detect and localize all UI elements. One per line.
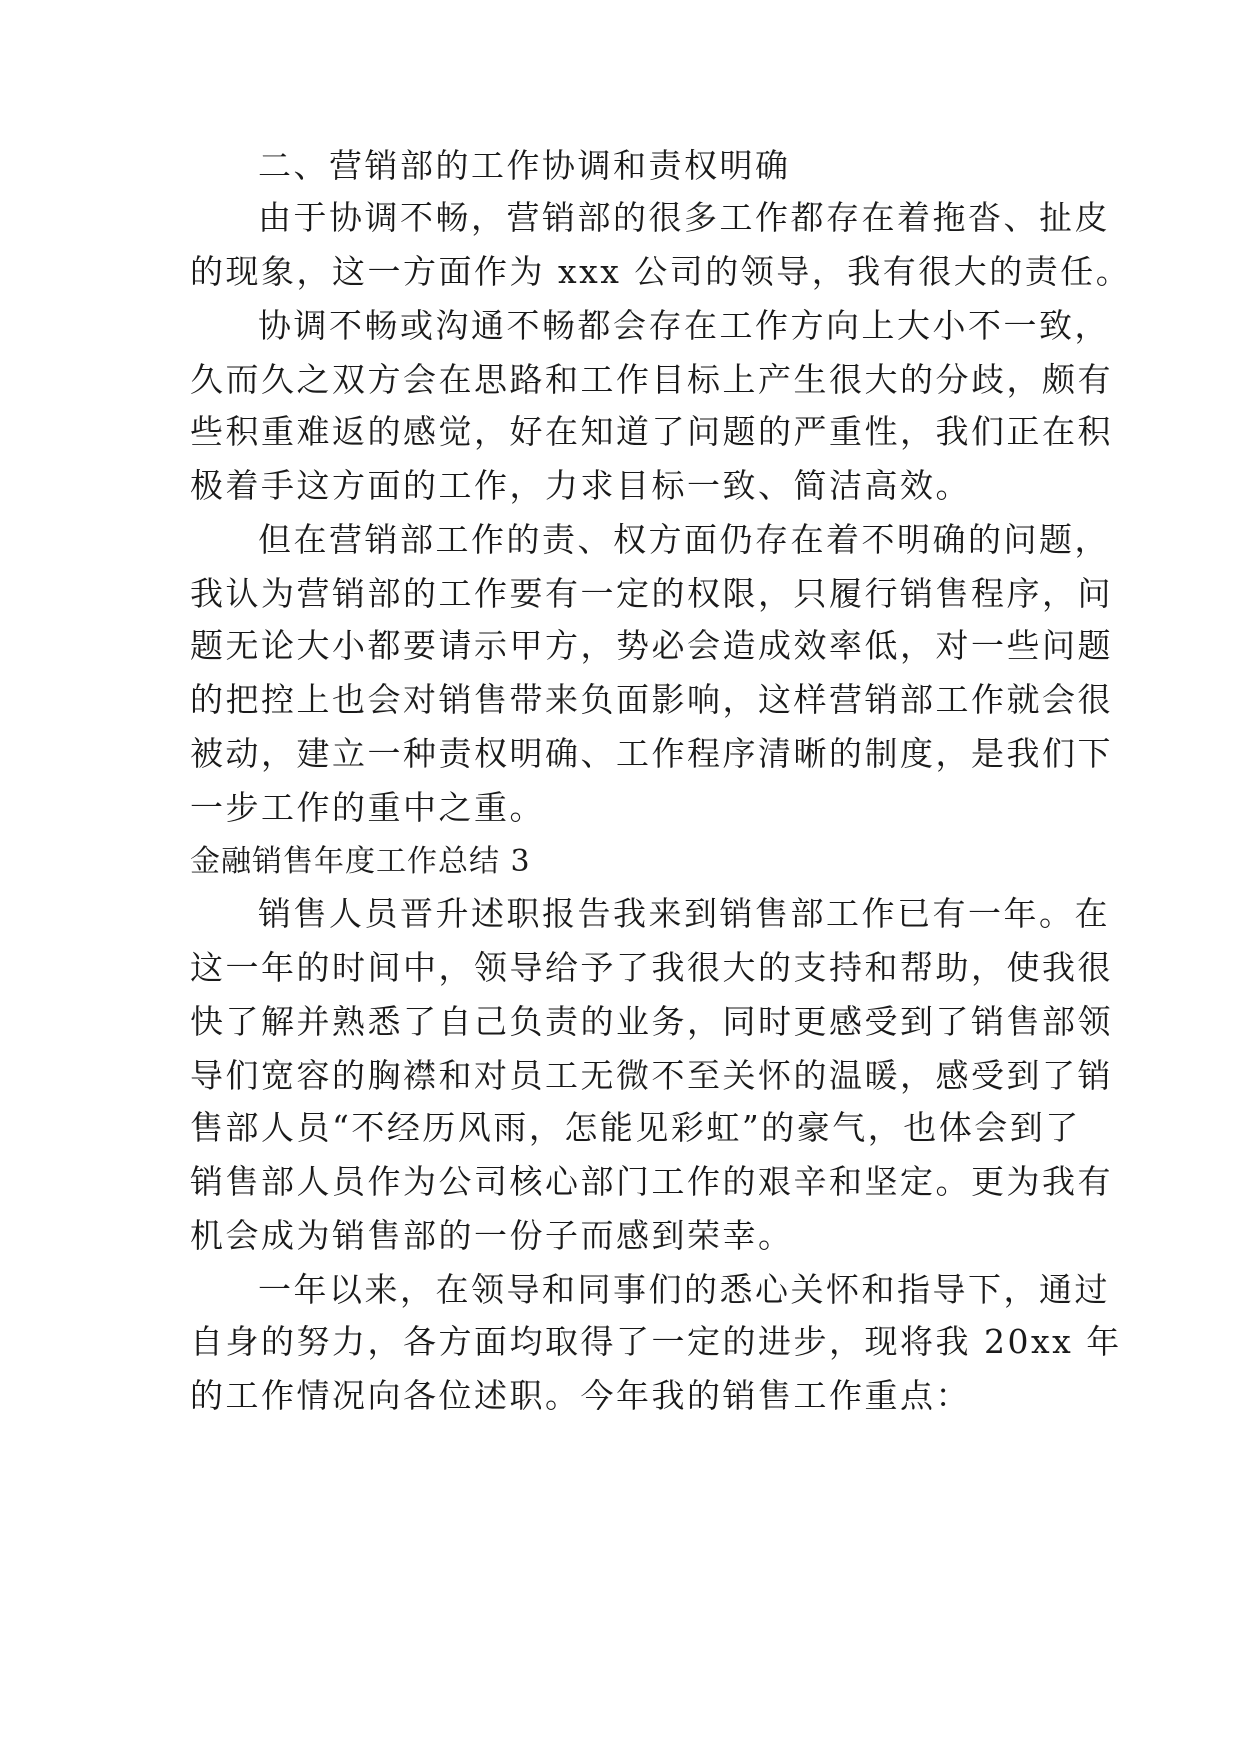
paragraph-3-line-1: 但在营销部工作的责、权方面仍存在着不明确的问题， (258, 520, 1110, 559)
section-heading: 二、营销部的工作协调和责权明确 (258, 146, 791, 185)
paragraph-4-line-7: 机会成为销售部的一份子而感到荣幸。 (190, 1216, 794, 1255)
paragraph-5-line-1: 一年以来，在领导和同事们的悉心关怀和指导下，通过 (258, 1270, 1110, 1309)
paragraph-2-line-4: 极着手这方面的工作，力求目标一致、简洁高效。 (190, 466, 971, 505)
paragraph-5-line-2: 自身的努力，各方面均取得了一定的进步，现将我 20xx 年 (190, 1322, 1122, 1361)
paragraph-3-line-3: 题无论大小都要请示甲方，势必会造成效率低，对一些问题 (190, 626, 1113, 665)
paragraph-1-line-1: 由于协调不畅，营销部的很多工作都存在着拖沓、扯皮 (258, 198, 1110, 237)
paragraph-3-line-4: 的把控上也会对销售带来负面影响，这样营销部工作就会很 (190, 680, 1113, 719)
paragraph-4-line-1: 销售人员晋升述职报告我来到销售部工作已有一年。在 (258, 894, 1110, 933)
paragraph-4-line-3: 快了解并熟悉了自己负责的业务，同时更感受到了销售部领 (190, 1002, 1113, 1041)
paragraph-4-line-6: 销售部人员作为公司核心部门工作的艰辛和坚定。更为我有 (190, 1162, 1113, 1201)
paragraph-3-line-6: 一步工作的重中之重。 (190, 788, 545, 827)
paragraph-2-line-1: 协调不畅或沟通不畅都会存在工作方向上大小不一致， (258, 306, 1110, 345)
section-title-3: 金融销售年度工作总结 3 (190, 844, 531, 879)
paragraph-2-line-2: 久而久之双方会在思路和工作目标上产生很大的分歧，颇有 (190, 360, 1113, 399)
paragraph-4-line-2: 这一年的时间中，领导给予了我很大的支持和帮助，使我很 (190, 948, 1113, 987)
paragraph-5-line-3: 的工作情况向各位述职。今年我的销售工作重点： (190, 1376, 971, 1415)
paragraph-1-line-2: 的现象，这一方面作为 xxx 公司的领导，我有很大的责任。 (190, 252, 1132, 291)
paragraph-2-line-3: 些积重难返的感觉，好在知道了问题的严重性，我们正在积 (190, 412, 1113, 451)
paragraph-4-line-4: 导们宽容的胸襟和对员工无微不至关怀的温暖，感受到了销 (190, 1056, 1113, 1095)
paragraph-4-line-5: 售部人员“不经历风雨，怎能见彩虹”的豪气，也体会到了 (190, 1108, 1081, 1147)
paragraph-3-line-5: 被动，建立一种责权明确、工作程序清晰的制度，是我们下 (190, 734, 1113, 773)
paragraph-3-line-2: 我认为营销部的工作要有一定的权限，只履行销售程序，问 (190, 574, 1113, 613)
